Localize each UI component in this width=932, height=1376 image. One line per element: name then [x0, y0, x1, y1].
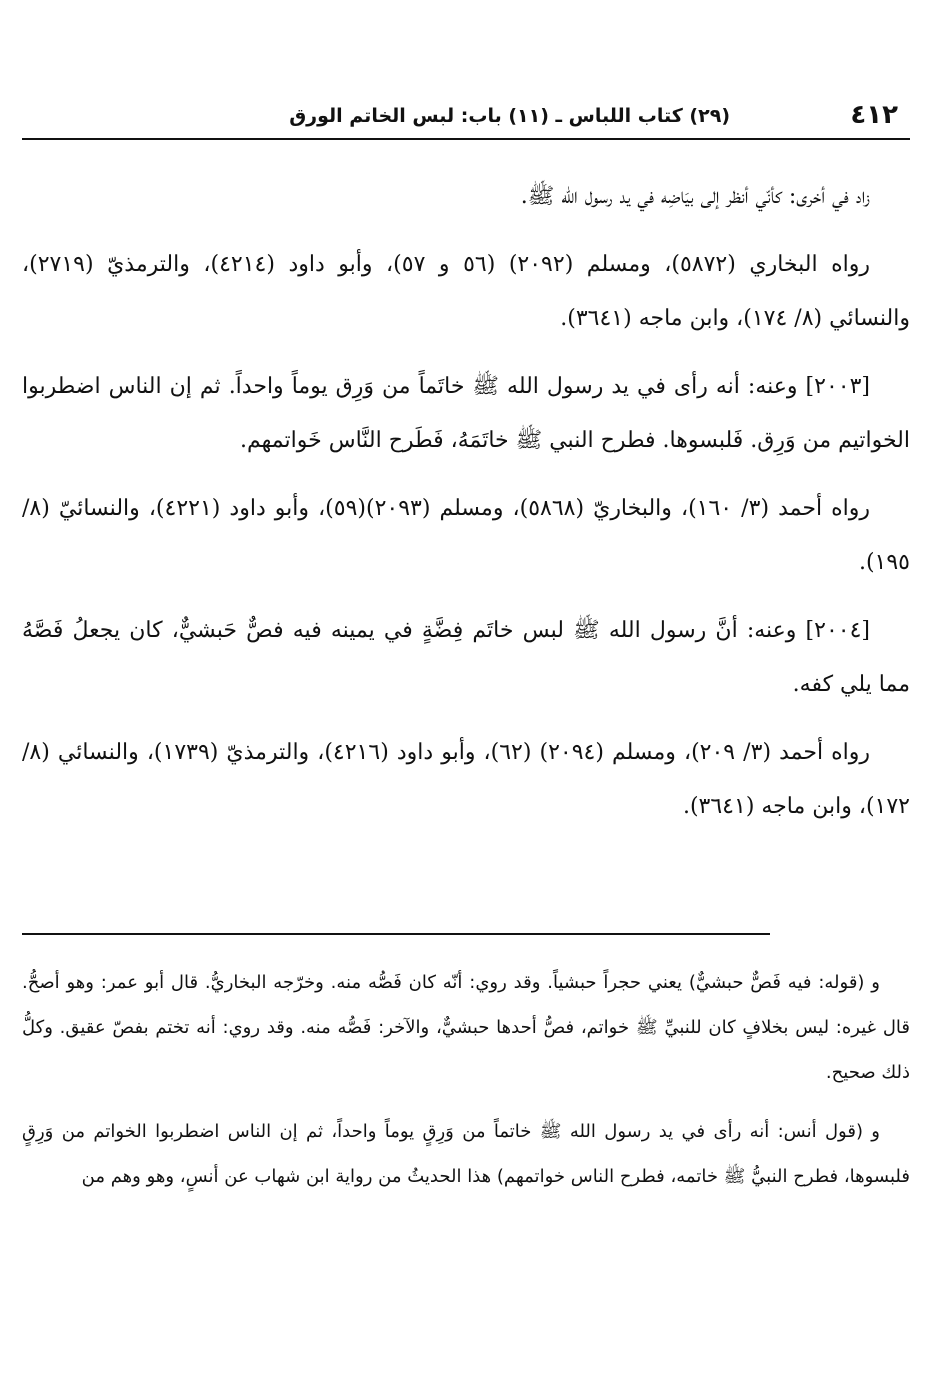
main-paragraph-5: [٢٠٠٤] وعنه: أنَّ رسول الله ﷺ لبس خاتَم فِضَّةٍ في يمينه فيه فصٌّ حَبشيٌّ، كان يجعلُ فَصَّهُ مما يلي كفه.	[22, 618, 910, 697]
main-text	[22, 170, 910, 848]
page-number: ٤١٢	[850, 100, 898, 130]
main-paragraph-2: رواه البخاري (٥٨٧٢)، ومسلم (٢٠٩٢) (٥٦ و ٥٧)، وأبو داود (٤٢١٤)، والترمذيّ (٢٧١٩)، والنسائي (٨/ ١٧٤)، وابن ماجه (٣٦٤١).	[22, 252, 910, 331]
footnote-paragraph-2: و (قول أنس: أنه رأى في يد رسول الله ﷺ خاتماً من وَرِقٍ يوماً واحداً، ثم إن الناس اضطربوا الخواتم من وَرِقٍ فلبسوها، فطرح النبيُّ ﷺ خاتمه، فطرح الناس خواتمهم) هذا الحديثُ من رواية ابن شهاب عن أنسٍ، وهو وهم من	[22, 1121, 910, 1187]
footnote-rule	[22, 933, 770, 935]
footnotes	[22, 960, 910, 1213]
main-paragraph-6: رواه أحمد (٣/ ٢٠٩)، ومسلم (٢٠٩٤) (٦٢)، وأبو داود (٤٢١٦)، والترمذيّ (١٧٣٩)، والنسائي (٨/ ١٧٢)، وابن ماجه (٣٦٤١).	[22, 740, 910, 819]
page-header	[22, 100, 910, 134]
main-paragraph-1: زاد في أخرى: كأنّي أنظر إلى بيَاضِه في يد رسول الله ﷺ.	[520, 184, 870, 209]
footnote-paragraph-1: و (قوله: فيه فَصٌّ حبشيٌّ) يعني حجراً حبشياً. وقد روي: أنّه كان فَصُّه منه. وخرّجه البخاريُّ. قال أبو عمر: وهو أصحُّ. قال غيره: ليس بخلافٍ كان للنبيِّ ﷺ خواتم، فصُّ أحدها حبشيٌّ، والآخر: فَصُّه منه. وقد روي: أنه تختم بفصّ عقيق. وكلُّ ذلك صحيح.	[22, 972, 910, 1083]
main-paragraph-3: [٢٠٠٣] وعنه: أنه رأى في يد رسول الله ﷺ خاتَماً من وَرِق يوماً واحداً. ثم إن الناس اضطربوا الخواتيم من وَرِق. فَلبسوها. فطرح النبي ﷺ خاتَمَهُ، فَطَرح النَّاس خَواتمهم.	[22, 374, 910, 453]
main-paragraph-4: رواه أحمد (٣/ ١٦٠)، والبخاريّ (٥٨٦٨)، ومسلم (٢٠٩٣)(٥٩)، وأبو داود (٤٢٢١)، والنسائيّ (٨/ ١٩٥).	[22, 496, 910, 575]
running-title: (٢٩) كتاب اللباس ـ (١١) باب: لبس الخاتم الورق	[289, 105, 730, 127]
header-rule	[22, 138, 910, 140]
